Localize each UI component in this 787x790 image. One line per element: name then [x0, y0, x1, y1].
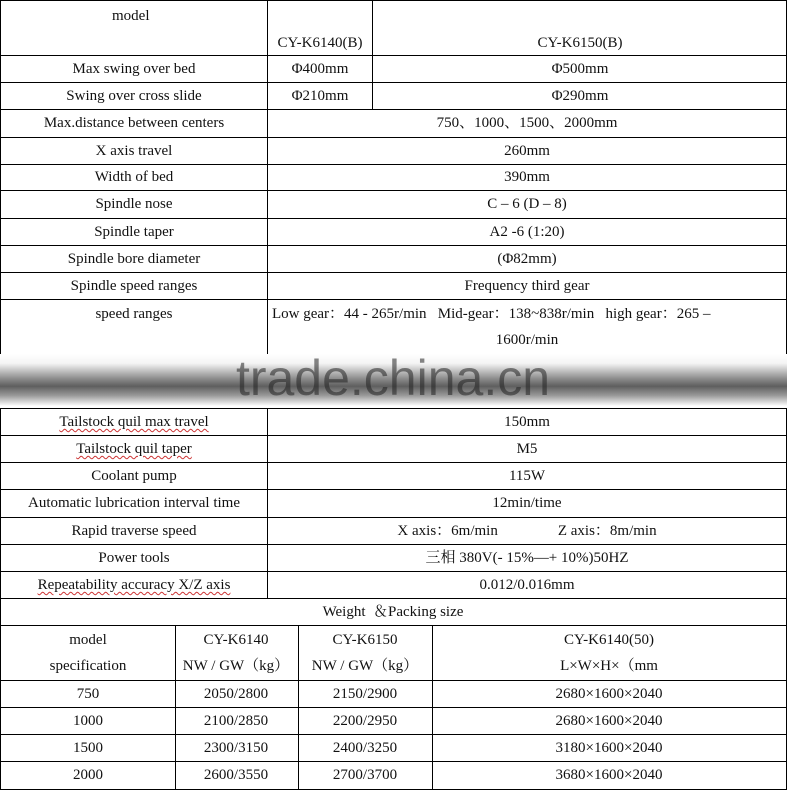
rule — [0, 408, 1, 790]
rule — [298, 625, 299, 790]
rule — [0, 55, 787, 56]
row-label: X axis travel — [95, 143, 173, 159]
rule — [0, 272, 787, 273]
rule — [0, 625, 787, 626]
packing-cell: 2100/2850 — [203, 713, 269, 729]
row-label: Width of bed — [94, 169, 174, 185]
rule — [0, 82, 787, 83]
row-value: (Φ82mm) — [497, 251, 557, 267]
rule — [0, 707, 787, 708]
row-value: 三相 380V(- 15%—+ 10%)50HZ — [425, 550, 629, 566]
row-label: Coolant pump — [91, 468, 177, 484]
packing-title: Weight ＆Packing size — [322, 604, 464, 620]
packing-cell: 2000 — [73, 767, 103, 783]
row-value: Φ400mm — [291, 61, 349, 77]
row-value: 0.012/0.016mm — [479, 577, 575, 593]
row-value: Φ500mm — [551, 61, 609, 77]
row-value: 750、1000、1500、2000mm — [436, 115, 618, 131]
rule — [0, 190, 787, 191]
rule — [0, 109, 787, 110]
packing-cell: 2700/3700 — [332, 767, 398, 783]
row-label: Swing over cross slide — [66, 88, 202, 104]
row-value: 1600r/min — [495, 332, 559, 348]
row-label: Spindle speed ranges — [70, 278, 198, 294]
packing-cell: 1500 — [73, 740, 103, 756]
packing-cell: 750 — [76, 686, 100, 702]
row-value: 260mm — [504, 143, 550, 159]
rule — [0, 489, 787, 490]
packing-cell: 2400/3250 — [332, 740, 398, 756]
row-value: Frequency third gear — [464, 278, 590, 294]
packing-cell: 3180×1600×2040 — [555, 740, 663, 756]
rule — [432, 625, 433, 790]
row-value: X axis：6m/min Z axis：8m/min — [397, 523, 657, 539]
packing-cell: 1000 — [73, 713, 103, 729]
packing-cell: 2600/3550 — [203, 767, 269, 783]
rule — [0, 680, 787, 681]
packing-head-col1: CY-K6140 — [203, 632, 269, 648]
row-label: Repeatability accuracy X/Z axis — [37, 577, 231, 593]
header-model-col2: CY-K6150(B) — [537, 35, 623, 51]
packing-cell: 2680×1600×2040 — [555, 713, 663, 729]
rule — [0, 218, 787, 219]
row-value: Low gear：44 - 265r/min Mid-gear：138~838r/min high gear：265 – — [272, 306, 711, 322]
rule — [0, 517, 787, 518]
rule — [0, 462, 787, 463]
packing-cell: 2200/2950 — [332, 713, 398, 729]
row-label: Tailstock quil taper — [76, 441, 192, 457]
row-label: Tailstock quil max travel — [59, 414, 209, 430]
watermark-text: trade.china.cn — [235, 350, 551, 406]
rule — [0, 544, 787, 545]
header-model-col1: CY-K6140(B) — [277, 35, 363, 51]
row-label: Rapid traverse speed — [71, 523, 197, 539]
row-label: Spindle taper — [94, 224, 174, 240]
rule — [0, 598, 787, 599]
rule — [372, 0, 373, 110]
packing-head-unit: L×W×H×（mm — [560, 658, 658, 674]
header-model-label: model — [112, 8, 150, 24]
row-label: Automatic lubrication interval time — [27, 495, 241, 511]
packing-head-unit: NW / GW（kg） — [311, 658, 419, 674]
row-label: Spindle nose — [95, 196, 173, 212]
rule — [0, 164, 787, 165]
rule — [0, 408, 787, 409]
row-label: Power tools — [98, 550, 170, 566]
row-label: Spindle bore diameter — [67, 251, 201, 267]
rule — [0, 245, 787, 246]
packing-cell: 2680×1600×2040 — [555, 686, 663, 702]
row-value: 115W — [508, 468, 546, 484]
packing-head-unit: NW / GW（kg） — [182, 658, 290, 674]
rule — [0, 761, 787, 762]
row-value: M5 — [516, 441, 538, 457]
row-value: 390mm — [504, 169, 550, 185]
packing-head-col3: CY-K6140(50) — [564, 632, 654, 648]
rule — [267, 0, 268, 354]
rule — [0, 299, 787, 300]
packing-head-col2: CY-K6150 — [332, 632, 398, 648]
row-value: 12min/time — [492, 495, 562, 511]
rule — [0, 435, 787, 436]
rule — [267, 408, 268, 598]
packing-cell: 2050/2800 — [203, 686, 269, 702]
row-value: Φ290mm — [551, 88, 609, 104]
packing-head-model: model — [69, 632, 107, 648]
row-label: speed ranges — [95, 306, 173, 322]
rule — [0, 571, 787, 572]
row-value: Φ210mm — [291, 88, 349, 104]
rule — [0, 0, 1, 354]
rule — [0, 0, 787, 1]
row-label: Max swing over bed — [72, 61, 196, 77]
row-value: C – 6 (D – 8) — [487, 196, 567, 212]
packing-cell: 2150/2900 — [332, 686, 398, 702]
packing-cell: 2300/3150 — [203, 740, 269, 756]
packing-head-specification: specification — [49, 658, 127, 674]
row-value: 150mm — [504, 414, 550, 430]
row-value: A2 -6 (1:20) — [489, 224, 565, 240]
packing-cell: 3680×1600×2040 — [555, 767, 663, 783]
rule — [0, 734, 787, 735]
rule — [175, 625, 176, 790]
row-label: Max.distance between centers — [43, 115, 225, 131]
rule — [0, 137, 787, 138]
